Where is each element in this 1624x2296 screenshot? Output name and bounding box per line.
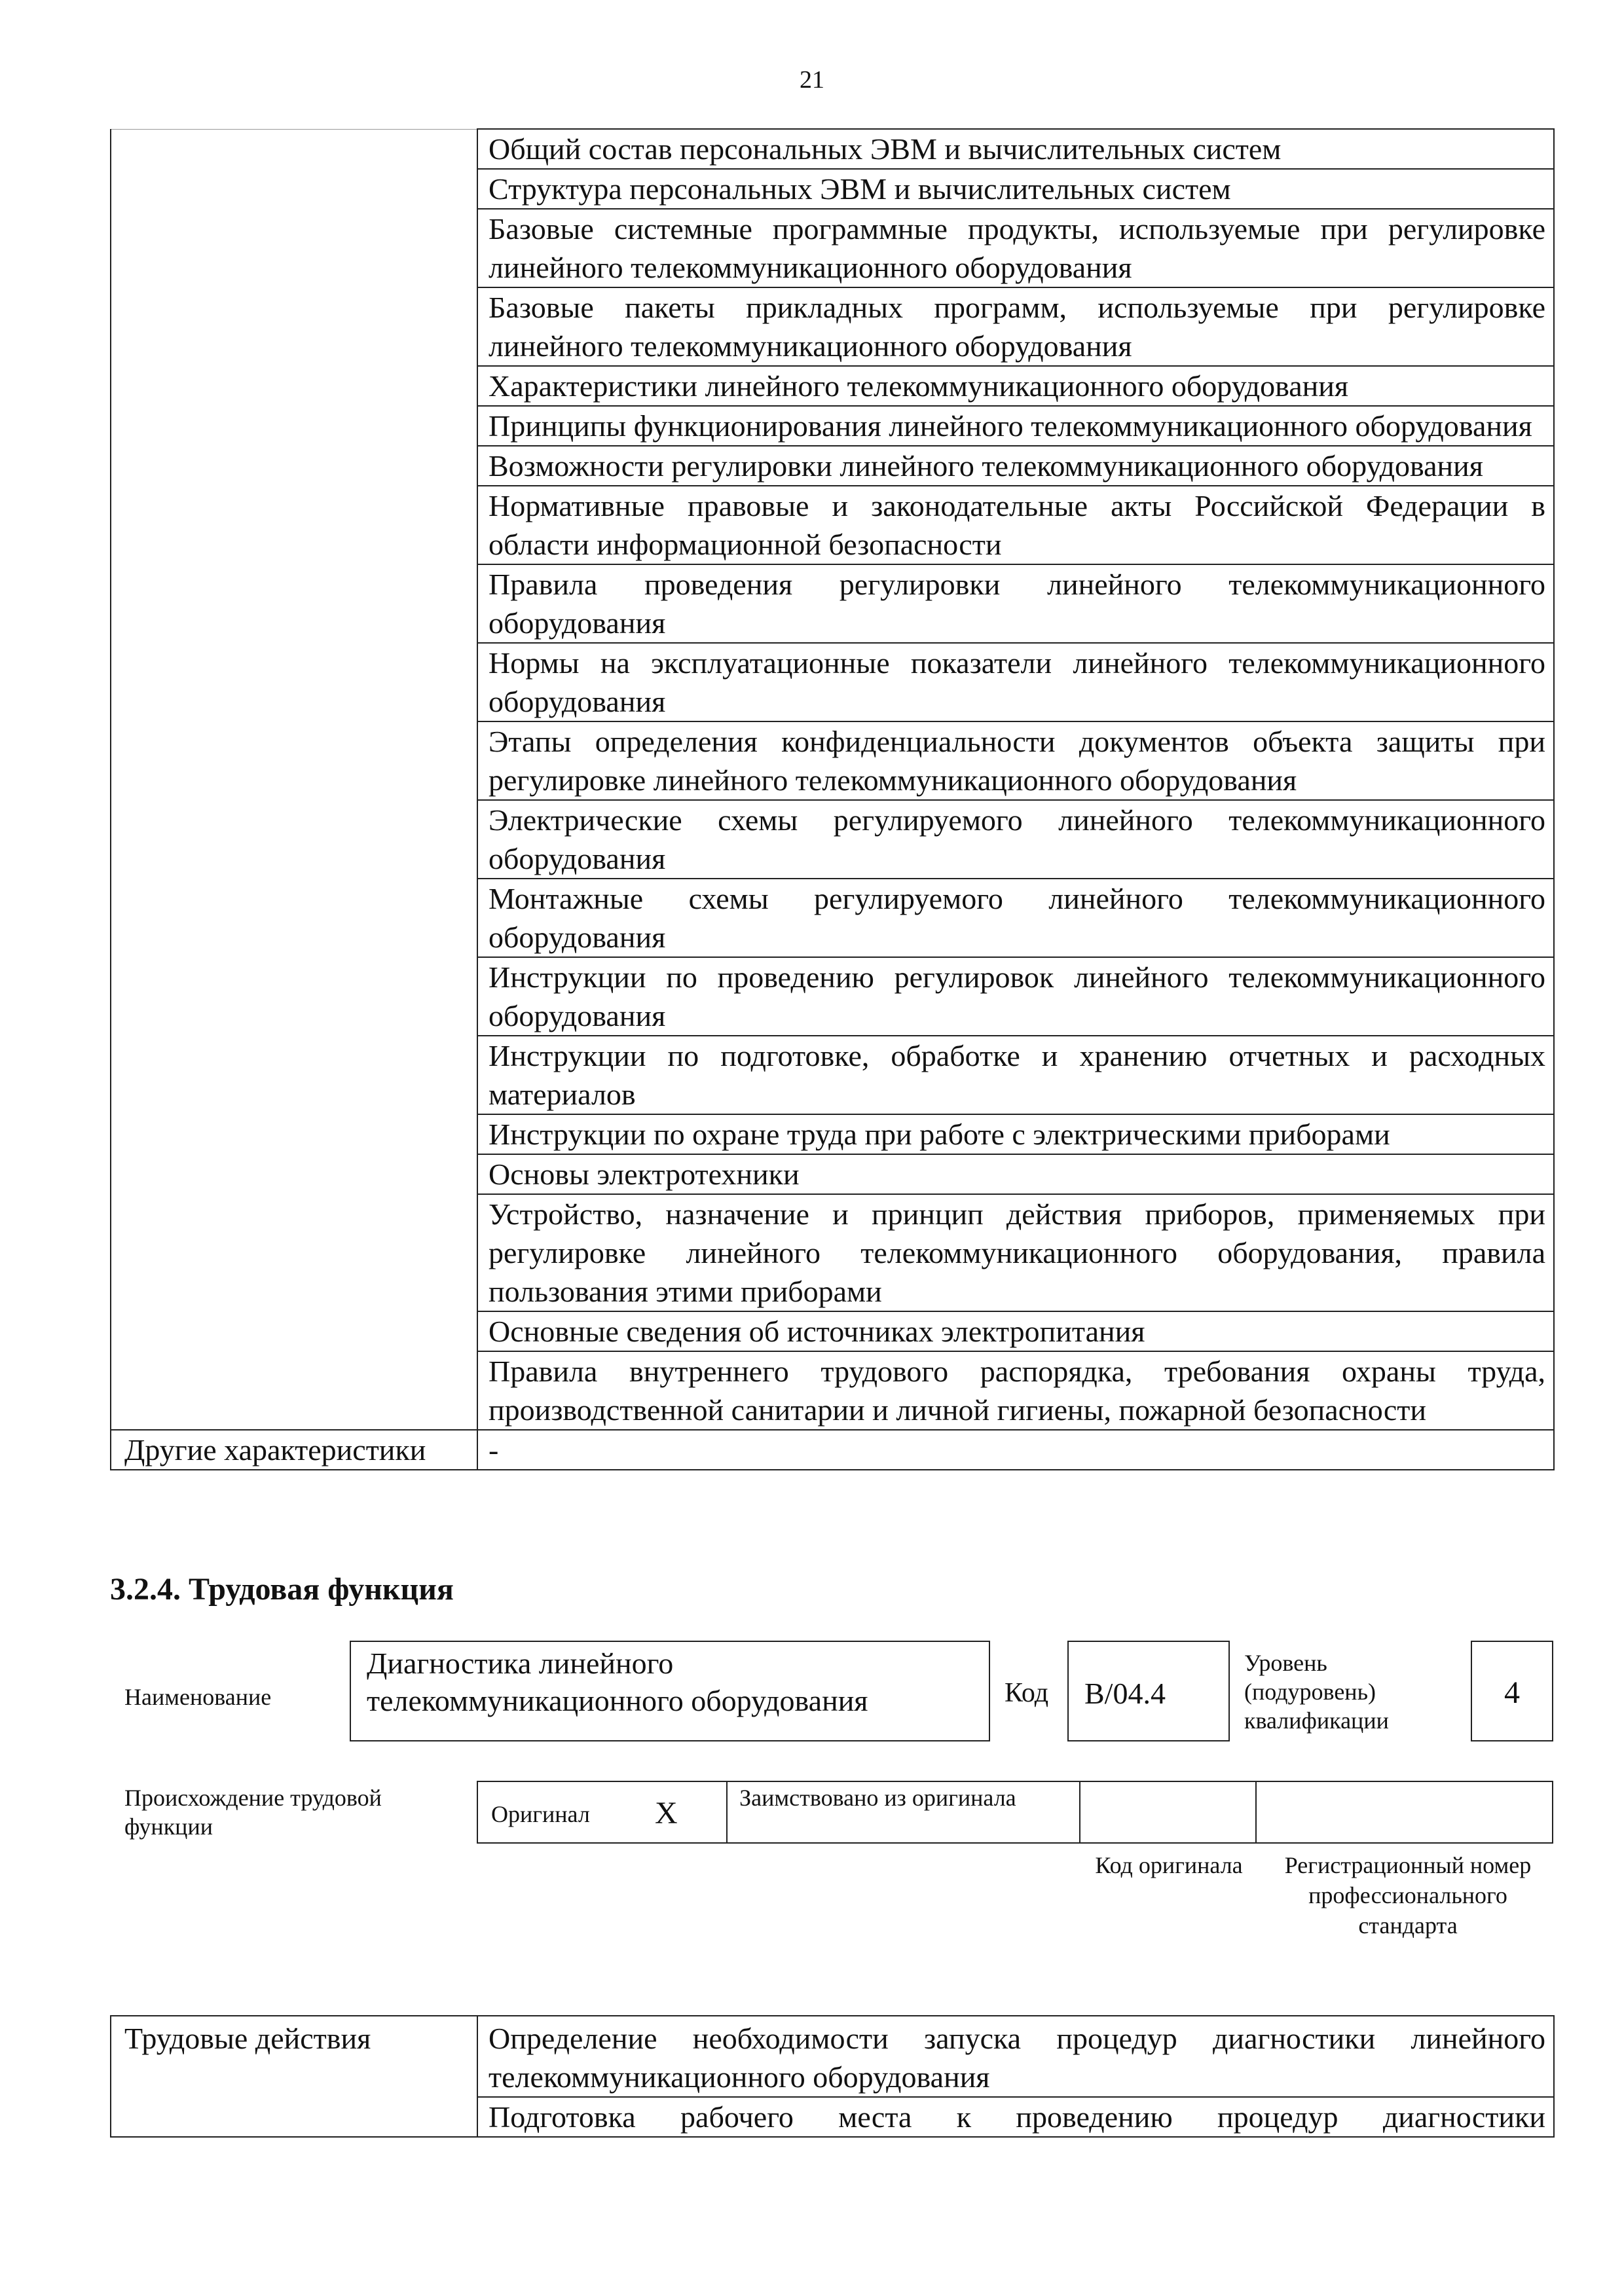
- work-actions-label: Трудовые действия: [111, 2016, 477, 2137]
- level-value: 4: [1504, 1675, 1520, 1710]
- original-code-cell: [1080, 1782, 1257, 1842]
- work-action-item: Определение необходимости запуска процедур диагностики линейного телекоммуникационного оборудования: [477, 2016, 1554, 2097]
- code-box: [1067, 1641, 1230, 1741]
- registration-number-cell: [1257, 1782, 1552, 1842]
- original-mark: X: [655, 1796, 678, 1831]
- knowledge-item: Нормативные правовые и законодательные акты Российской Федерации в области информационной безопасности: [477, 486, 1554, 564]
- knowledge-item: Структура персональных ЭВМ и вычислительных систем: [477, 169, 1554, 209]
- knowledge-item: Инструкции по проведению регулировок линейного телекоммуникационного оборудования: [477, 957, 1554, 1036]
- work-action-item: Подготовка рабочего места к проведению процедур диагностики: [477, 2097, 1554, 2137]
- code-value: B/04.4: [1084, 1677, 1166, 1710]
- code-label: Код: [1005, 1678, 1049, 1708]
- knowledge-item: Основные сведения об источниках электропитания: [477, 1311, 1554, 1351]
- borrowed-label: Заимствовано из оригинала: [739, 1785, 1016, 1811]
- knowledge-item: Этапы определения конфиденциальности документов объекта защиты при регулировке линейного телекоммуникационного оборудования: [477, 721, 1554, 800]
- level-label: Уровень (подуровень) квалификации: [1244, 1650, 1389, 1734]
- knowledge-item: Характеристики линейного телекоммуникационного оборудования: [477, 366, 1554, 406]
- knowledge-item: Правила внутреннего трудового распорядка, требования охраны труда, производственной санитарии и личной гигиены, пожарной безопасности: [477, 1351, 1554, 1430]
- knowledge-item: Принципы функционирования линейного телекоммуникационного оборудования: [477, 406, 1554, 446]
- knowledge-item: Инструкции по охране труда при работе с электрическими приборами: [477, 1114, 1554, 1154]
- section-heading: 3.2.4. Трудовая функция: [110, 1572, 454, 1607]
- knowledge-item: Нормы на эксплуатационные показатели линейного телекоммуникационного оборудования: [477, 643, 1554, 721]
- knowledge-item: Возможности регулировки линейного телекоммуникационного оборудования: [477, 446, 1554, 486]
- other-characteristics-label: Другие характеристики: [111, 1430, 477, 1470]
- borrowed-cell: [728, 1782, 1080, 1842]
- knowledge-item: Инструкции по подготовке, обработке и хранению отчетных и расходных материалов: [477, 1036, 1554, 1114]
- original-cell: [478, 1782, 728, 1842]
- knowledge-item: Базовые пакеты прикладных программ, используемые при регулировке линейного телекоммуникационного оборудования: [477, 287, 1554, 366]
- level-box: [1471, 1641, 1553, 1741]
- knowledge-item: Основы электротехники: [477, 1154, 1554, 1194]
- table-row: [111, 1430, 1554, 1470]
- function-name-box: [350, 1641, 990, 1741]
- name-label: Наименование: [124, 1684, 272, 1710]
- table-row: [111, 2016, 1554, 2097]
- knowledge-item: Электрические схемы регулируемого линейного телекоммуникационного оборудования: [477, 800, 1554, 879]
- page-number: 21: [800, 66, 824, 94]
- knowledge-item: Базовые системные программные продукты, используемые при регулировке линейного телекоммуникационного оборудования: [477, 209, 1554, 287]
- other-characteristics-value: -: [477, 1430, 1554, 1470]
- knowledge-item: Монтажные схемы регулируемого линейного телекоммуникационного оборудования: [477, 879, 1554, 957]
- code-caption: Код оригинала: [1095, 1852, 1243, 1878]
- function-name-value: Диагностика линейного телекоммуникационного оборудования: [367, 1647, 868, 1717]
- knowledge-item: Устройство, назначение и принцип действия приборов, применяемых при регулировке линейного телекоммуникационного оборудования, правила пользования этими приборами: [477, 1194, 1554, 1311]
- knowledge-item: Правила проведения регулировки линейного телекоммуникационного оборудования: [477, 564, 1554, 643]
- origin-table: [477, 1781, 1553, 1844]
- knowledge-label-cell: [111, 129, 477, 1430]
- work-actions-table: [110, 2015, 1555, 2138]
- origin-label: Происхождение трудовой функции: [124, 1785, 382, 1840]
- registration-caption: Регистрационный номер профессионального стандарта: [1284, 1852, 1532, 1939]
- original-label: Оригинал: [491, 1801, 590, 1827]
- knowledge-table: [110, 128, 1555, 1470]
- table-row: [111, 129, 1554, 169]
- knowledge-item: Общий состав персональных ЭВМ и вычислительных систем: [477, 129, 1554, 169]
